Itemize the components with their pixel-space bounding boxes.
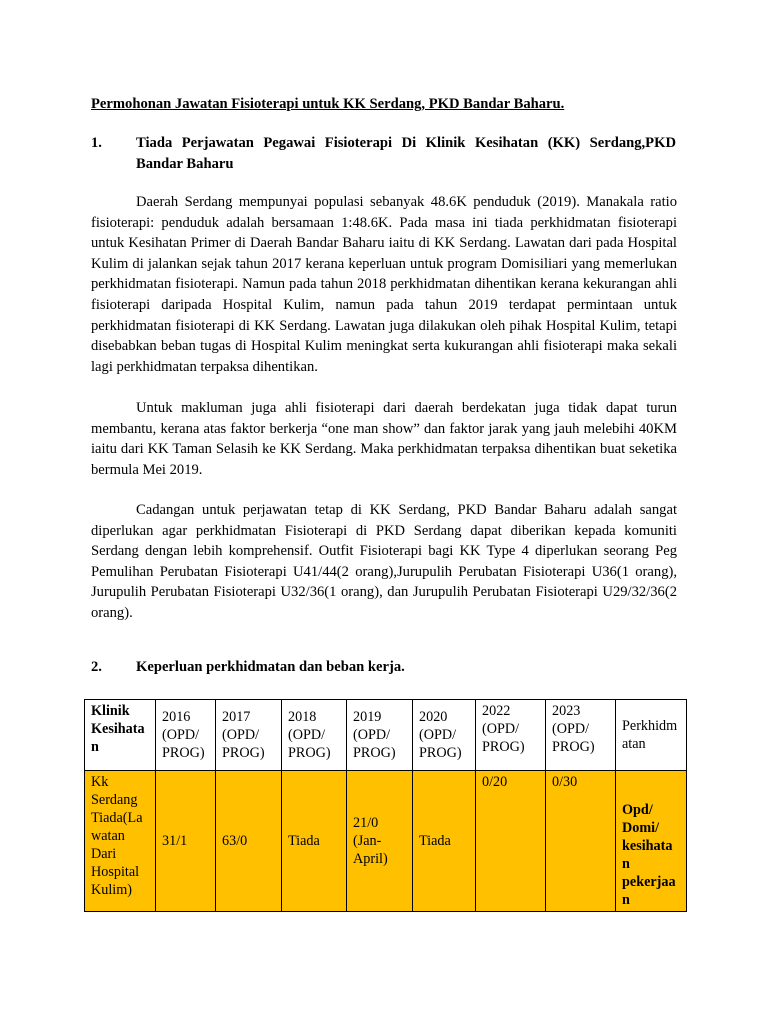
header-cell-klinik: Klinik Kesihatan — [85, 700, 156, 771]
cell-2022: 0/20 — [476, 771, 546, 912]
section-1-heading: Tiada Perjawatan Pegawai Fisioterapi Di Klinik Kesihatan (KK) Serdang,PKD Bandar Baharu — [136, 135, 676, 172]
section-2-number: 2. — [91, 659, 102, 675]
cell-2018: Tiada — [282, 771, 347, 912]
cell-perkhidmatan: Opd/ Domi/ kesihatan pekerjaan — [616, 771, 687, 912]
header-cell-2020: 2020 (OPD/ PROG) — [413, 700, 476, 771]
document-title: Permohonan Jawatan Fisioterapi untuk KK Serdang, PKD Bandar Baharu. — [91, 96, 565, 112]
section-2-heading: Keperluan perkhidmatan dan beban kerja. — [136, 659, 405, 675]
paragraph-2: Untuk makluman juga ahli fisioterapi dari daerah berdekatan juga tidak dapat turun membantu, kerana atas faktor berkerja “one man show” dan faktor jarak yang jauh melebihi 40KM iaitu dari KK Taman Selasih ke KK Serdang. Maka perkhidmatan terpaksa dihentikan buat seketika bermula Mei 2019. — [91, 400, 677, 478]
table-header-row — [85, 700, 687, 771]
cell-2016: 31/1 — [156, 771, 216, 912]
cell-2023: 0/30 — [546, 771, 616, 912]
cell-2019: 21/0 (Jan-April) — [347, 771, 413, 912]
header-cell-perkhidmatan: Perkhidmatan — [616, 700, 687, 771]
header-cell-2018: 2018 (OPD/ PROG) — [282, 700, 347, 771]
paragraph-1: Daerah Serdang mempunyai populasi sebanyak 48.6K penduduk (2019). Manakala ratio fisioterapi: penduduk adalah bersamaan 1:48.6K. Pada masa ini tiada perkhidmatan fisioterapi untuk Kesihatan Primer di Daerah Bandar Baharu iaitu di KK Serdang. Lawatan dari pada Hospital Kulim di jalankan sejak tahun 2017 kerana keperluan untuk program Domisiliari yang memerlukan perkhidmatan fisioterapi. Namun pada tahun 2018 perkhidmatan dihentikan kerana kekurangan ahli fisioterapi daripada Hospital Kulim, namun pada tahun 2019 terdapat permintaan untuk perkhidmatan fisioterapi di KK Serdang. Lawatan juga dilakukan oleh pihak Hospital Kulim, tetapi disebabkan beban tugas di Hospital Kulim meningkat serta kukurangan ahli fisioterapi maka sekali lagi perkhidmatan terpaksa dihentikan. — [91, 194, 677, 375]
header-cell-2016: 2016 (OPD/ PROG) — [156, 700, 216, 771]
cell-klinik: Kk Serdang Tiada(Lawatan Dari Hospital Kulim) — [85, 771, 156, 912]
paragraph-3: Cadangan untuk perjawatan tetap di KK Serdang, PKD Bandar Baharu adalah sangat diperlukan agar perkhidmatan Fisioterapi di PKD Serdang dapat diberikan kepada komuniti Serdang dengan lebih komprehensif. Outfit Fisioterapi bagi KK Type 4 diperlukan seorang Peg Pemulihan Perubatan Fisioterapi U41/44(2 orang),Jurupulih Perubatan Fisioterapi U36(1 orang), Jurupulih Perubatan Fisioterapi U32/36(1 orang), dan Jurupulih Perubatan Fisioterapi U29/32/36(2 orang). — [91, 502, 677, 621]
header-cell-2019: 2019 (OPD/ PROG) — [347, 700, 413, 771]
header-cell-2017: 2017 (OPD/ PROG) — [216, 700, 282, 771]
cell-2017: 63/0 — [216, 771, 282, 912]
cell-2020: Tiada — [413, 771, 476, 912]
section-1-number: 1. — [91, 135, 102, 151]
header-cell-2023: 2023 (OPD/ PROG) — [546, 700, 616, 771]
table-row — [85, 771, 687, 912]
header-cell-2022: 2022 (OPD/ PROG) — [476, 700, 546, 771]
workload-table — [84, 699, 687, 912]
